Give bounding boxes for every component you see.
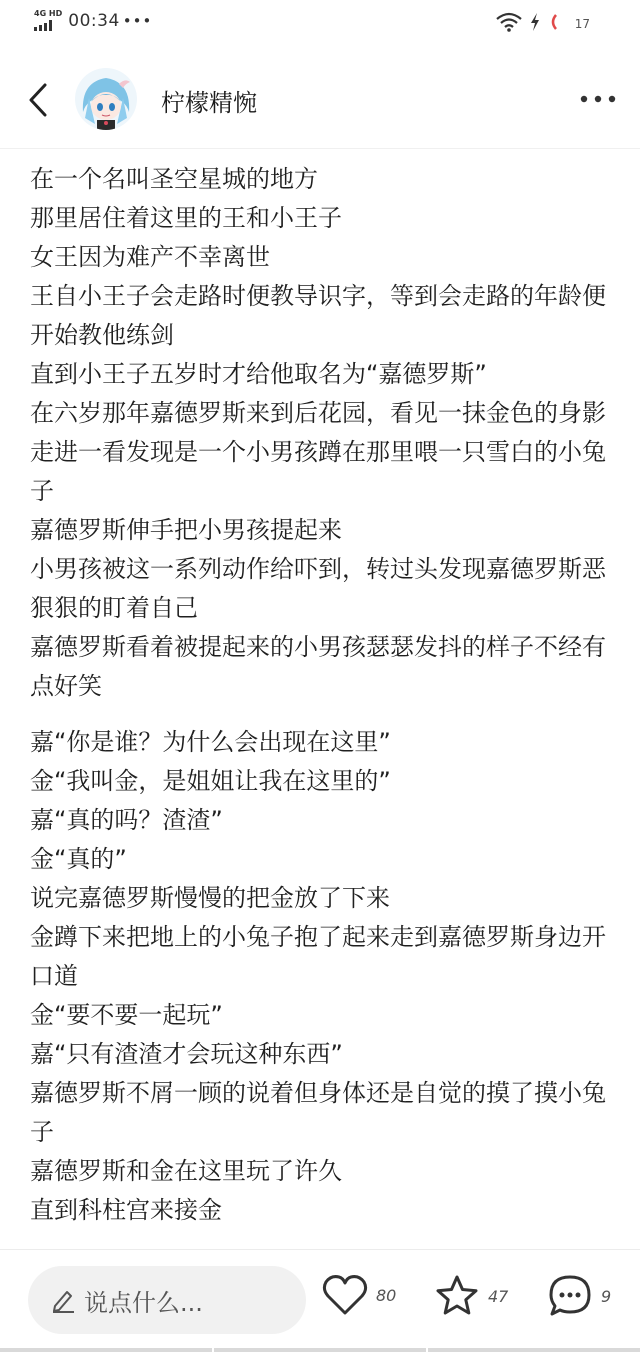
like-count: 80 bbox=[376, 1285, 397, 1305]
signal-icon bbox=[34, 20, 52, 31]
paragraph: 金“真的” bbox=[30, 845, 127, 873]
comments-button[interactable] bbox=[547, 1274, 611, 1318]
back-button[interactable] bbox=[18, 80, 58, 120]
post-content[interactable] bbox=[30, 160, 615, 1248]
favorite-button[interactable] bbox=[434, 1274, 508, 1318]
comment-count: 9 bbox=[601, 1286, 612, 1306]
paragraph: 直到科柱宫来接金 bbox=[30, 1196, 222, 1224]
paragraph: 嘉德罗斯伸手把小男孩提起来 bbox=[30, 516, 342, 544]
network-indicator bbox=[34, 10, 62, 31]
paragraph: 王自小王子会走路时便教导识字，等到会走路的年龄便开始教他练剑 bbox=[30, 282, 606, 349]
comment-placeholder: 说点什么... bbox=[84, 1288, 203, 1317]
paragraph: 嘉德罗斯不屑一顾的说着但身体还是自觉的摸了摸小兔子 bbox=[30, 1079, 606, 1146]
status-time: 00:34 bbox=[68, 10, 120, 31]
bottom-nav-indicator bbox=[0, 1348, 640, 1352]
more-button[interactable] bbox=[576, 82, 620, 116]
paragraph: 嘉“只有渣渣才会玩这种东西” bbox=[30, 1040, 343, 1068]
battery-level: 17 bbox=[574, 17, 590, 31]
more-icon bbox=[580, 95, 616, 103]
paragraph: 金蹲下来把地上的小兔子抱了起来走到嘉德罗斯身边开口道 bbox=[30, 923, 606, 990]
status-bar bbox=[0, 0, 640, 46]
heart-icon bbox=[322, 1274, 368, 1316]
paragraph: 在六岁那年嘉德罗斯来到后花园，看见一抹金色的身影 bbox=[30, 399, 606, 427]
battery-icon bbox=[548, 13, 558, 35]
paragraph: 说完嘉德罗斯慢慢的把金放了下来 bbox=[30, 884, 390, 912]
back-icon bbox=[27, 83, 49, 117]
favorite-count: 47 bbox=[488, 1286, 509, 1306]
paragraph: 在一个名叫圣空星城的地方 bbox=[30, 165, 318, 193]
network-type: 4G HD bbox=[34, 9, 63, 18]
post-header bbox=[0, 48, 640, 149]
paragraph: 直到小王子五岁时才给他取名为“嘉德罗斯” bbox=[30, 360, 487, 388]
paragraph: 金“要不要一起玩” bbox=[30, 1001, 223, 1029]
paragraph: 那里居住着这里的王和小王子 bbox=[30, 204, 342, 232]
action-bar bbox=[0, 1249, 640, 1352]
paragraph: 嘉“真的吗？渣渣” bbox=[30, 806, 223, 834]
paragraph: 嘉德罗斯看着被提起来的小男孩瑟瑟发抖的样子不经有点好笑 bbox=[30, 633, 606, 700]
charging-icon bbox=[529, 12, 541, 36]
paragraph: 金“我叫金，是姐姐让我在这里的” bbox=[30, 767, 391, 795]
paragraph: 走进一看发现是一个小男孩蹲在那里喂一只雪白的小兔子 bbox=[30, 438, 606, 505]
status-dots: ••• bbox=[122, 11, 153, 30]
paragraph: 女王因为难产不幸离世 bbox=[30, 243, 270, 271]
pen-icon bbox=[50, 1287, 76, 1313]
comment-input[interactable] bbox=[28, 1266, 306, 1334]
paragraph: 嘉“你是谁？为什么会出现在这里” bbox=[30, 728, 391, 756]
comment-icon bbox=[547, 1274, 593, 1318]
star-icon bbox=[434, 1274, 480, 1318]
username[interactable]: 柠檬精惋 bbox=[161, 89, 257, 117]
paragraph: 小男孩被这一系列动作给吓到，转过头发现嘉德罗斯恶狠狠的盯着自己 bbox=[30, 555, 606, 622]
paragraph: 嘉德罗斯和金在这里玩了许久 bbox=[30, 1157, 342, 1185]
wifi-icon bbox=[496, 12, 522, 36]
avatar[interactable] bbox=[75, 68, 137, 130]
like-button[interactable] bbox=[322, 1274, 396, 1316]
